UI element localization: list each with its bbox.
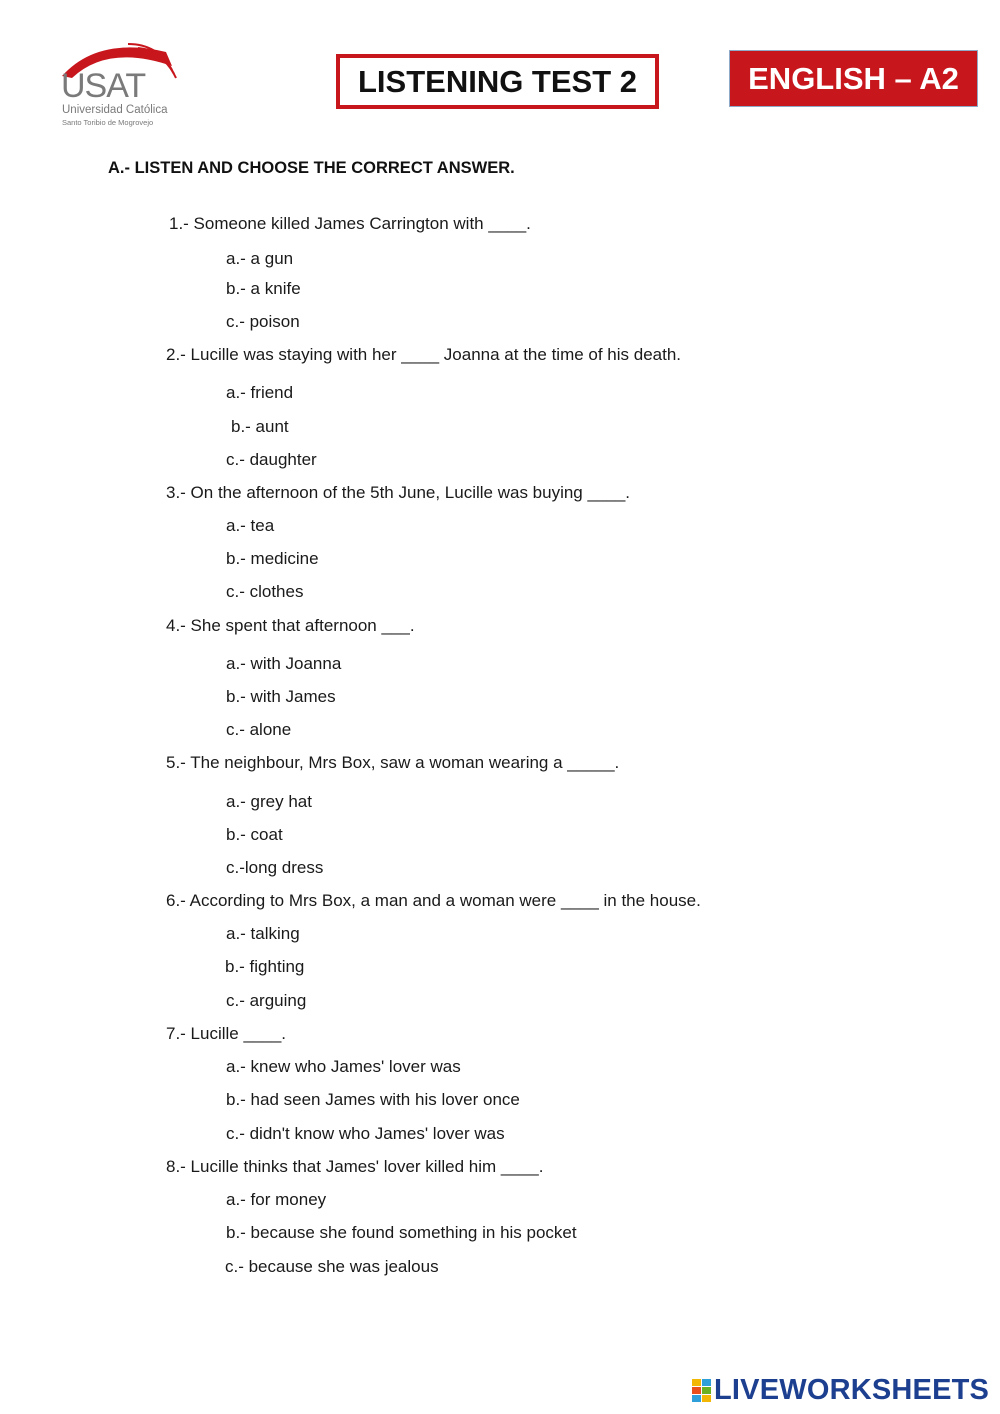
question-5: 5.- The neighbour, Mrs Box, saw a woman wearing a _____. [166, 753, 620, 772]
liveworksheets-brand[interactable] [692, 1374, 989, 1406]
question-2-option-a[interactable]: a.- friend [226, 383, 294, 402]
question-3-option-b[interactable]: b.- medicine [226, 549, 319, 568]
question-1-option-c[interactable]: c.- poison [226, 312, 300, 331]
logo-wordmark: USAT [61, 67, 146, 105]
question-7-option-b[interactable]: b.- had seen James with his lover once [226, 1090, 520, 1109]
question-3-option-a[interactable]: a.- tea [226, 516, 275, 535]
question-4-option-b[interactable]: b.- with James [226, 687, 336, 706]
question-2-option-b[interactable]: b.- aunt [231, 417, 289, 436]
question-7-option-a[interactable]: a.- knew who James' lover was [226, 1057, 461, 1076]
question-1-option-b[interactable]: b.- a knife [226, 279, 301, 298]
question-2: 2.- Lucille was staying with her ____ Joanna at the time of his death. [166, 345, 682, 364]
section-heading: A.- LISTEN AND CHOOSE THE CORRECT ANSWER. [108, 159, 515, 177]
question-7: 7.- Lucille ____. [166, 1024, 287, 1043]
question-1: 1.- Someone killed James Carrington with ____. [169, 214, 531, 233]
question-6-option-b[interactable]: b.- fighting [225, 957, 305, 976]
question-7-option-c[interactable]: c.- didn't know who James' lover was [226, 1124, 505, 1143]
question-5-option-c[interactable]: c.-long dress [226, 858, 324, 877]
question-4: 4.- She spent that afternoon ___. [166, 616, 415, 635]
question-8-option-c[interactable]: c.- because she was jealous [225, 1257, 439, 1276]
university-logo [58, 40, 188, 130]
question-8-option-b[interactable]: b.- because she found something in his pocket [226, 1223, 577, 1242]
question-3: 3.- On the afternoon of the 5th June, Lucille was buying ____. [166, 483, 631, 502]
question-6-option-c[interactable]: c.- arguing [226, 991, 307, 1010]
question-2-option-c[interactable]: c.- daughter [226, 450, 317, 469]
question-6-option-a[interactable]: a.- talking [226, 924, 300, 943]
question-6: 6.- According to Mrs Box, a man and a woman were ____ in the house. [166, 891, 701, 910]
question-8-option-a[interactable]: a.- for money [226, 1190, 327, 1209]
question-5-option-b[interactable]: b.- coat [226, 825, 283, 844]
level-badge: ENGLISH – A2 [729, 50, 978, 107]
logo-university-subname: Santo Toribio de Mogrovejo [62, 118, 154, 127]
question-5-option-a[interactable]: a.- grey hat [226, 792, 312, 811]
question-3-option-c[interactable]: c.- clothes [226, 582, 304, 601]
question-4-option-c[interactable]: c.- alone [226, 720, 292, 739]
liveworksheets-brand-text: LIVEWORKSHEETS [714, 1373, 990, 1406]
page-title: LISTENING TEST 2 [336, 54, 659, 109]
question-8: 8.- Lucille thinks that James' lover killed him ____. [166, 1157, 544, 1176]
question-1-option-a[interactable]: a.- a gun [226, 249, 294, 268]
logo-university-name: Universidad Católica [62, 104, 168, 116]
liveworksheets-logo-icon [692, 1377, 712, 1403]
question-4-option-a[interactable]: a.- with Joanna [226, 654, 342, 673]
